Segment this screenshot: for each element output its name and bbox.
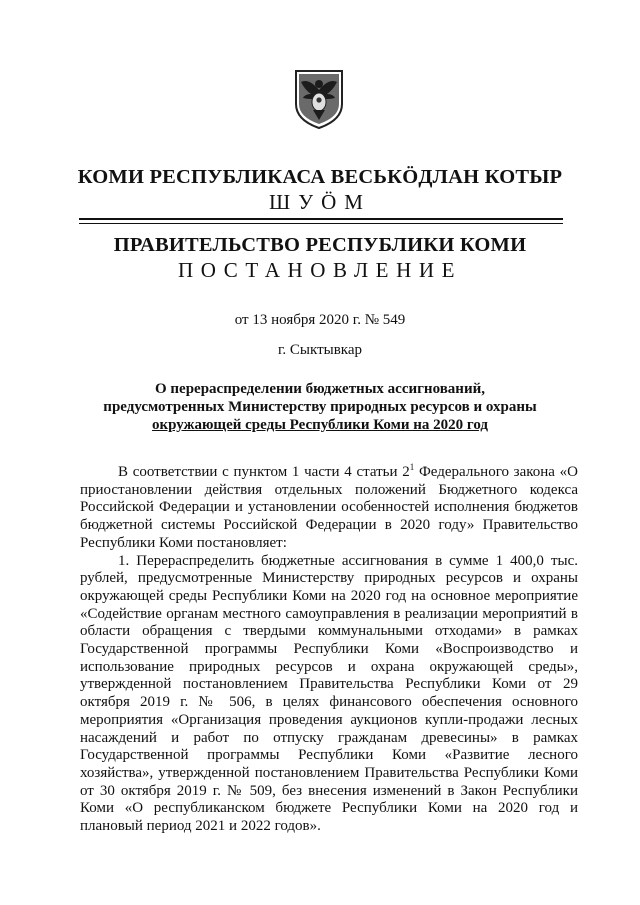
document-body xyxy=(80,464,578,836)
preamble-paragraph xyxy=(80,464,578,553)
header-document-type: ПОСТАНОВЛЕНИЕ xyxy=(177,258,463,282)
clause-1-paragraph: 1. Перераспределить бюджетные ассигнования в сумме 1 400,0 тыс. рублей, предусмотренные Министерству природных ресурсов и охраны окружающей среды Республики Коми на 2020 год на основное мероприятие «Содействие органам местного самоуправления в реализации мероприятий в области обращения с твердыми коммунальными отходами» в рамках Государственной программы Республики Коми «Воспроизводство и использование природных ресурсов и охрана окружающей среды», утвержденной постановлением Правительства Республики Коми от 29 октября 2019 г. № 506, в целях финансового обеспечения основного мероприятия «Организация проведения аукционов купли-продажи лесных насаждений и работ по отпуску гражданам древесины» в рамках Государственной программы Республики Коми «Развитие лесного хозяйства», утвержденной постановлением Правительства Республики Коми от 30 октября 2019 г. № 509, без внесения изменений в Закон Республики Коми «О республиканском бюджете Республики Коми на 2020 год и плановый период 2021 и 2022 годов». xyxy=(80,552,578,835)
header-government-name: ПРАВИТЕЛЬСТВО РЕСПУБЛИКИ КОМИ xyxy=(113,234,527,256)
header-divider-thin xyxy=(79,223,563,224)
document-city: г. Сыктывкар xyxy=(277,342,363,358)
preamble-text-a: В соответствии с пунктом 1 части 4 статьи 2 xyxy=(118,464,410,480)
document-date-number: от 13 ноября 2020 г. № 549 xyxy=(234,312,406,328)
article-superscript: 1 xyxy=(409,462,415,472)
komi-coat-of-arms-icon xyxy=(293,68,345,130)
header-komi-document-type: ШУӦМ xyxy=(269,190,371,214)
preamble-text-b: Федерального закона «О приостановлении действия отдельных положений Бюджетного кодекса Российской Федерации и установлении особенностей исполнения бюджетов бюджетной системы Российской Федерации в 2020 году» Правительство Республики Коми постановляет: xyxy=(80,464,578,551)
header-komi-name: КОМИ РЕСПУБЛИКАСА ВЕСЬКӦДЛАН КОТЫР xyxy=(77,166,563,188)
document-title xyxy=(80,380,560,434)
title-line-2: предусмотренных Министерству природных ресурсов и охраны xyxy=(103,399,537,415)
title-line-1: О перераспределении бюджетных ассигнований, xyxy=(155,381,485,397)
header-divider-thick xyxy=(79,218,563,220)
title-line-3: окружающей среды Республики Коми на 2020 год xyxy=(152,417,488,433)
